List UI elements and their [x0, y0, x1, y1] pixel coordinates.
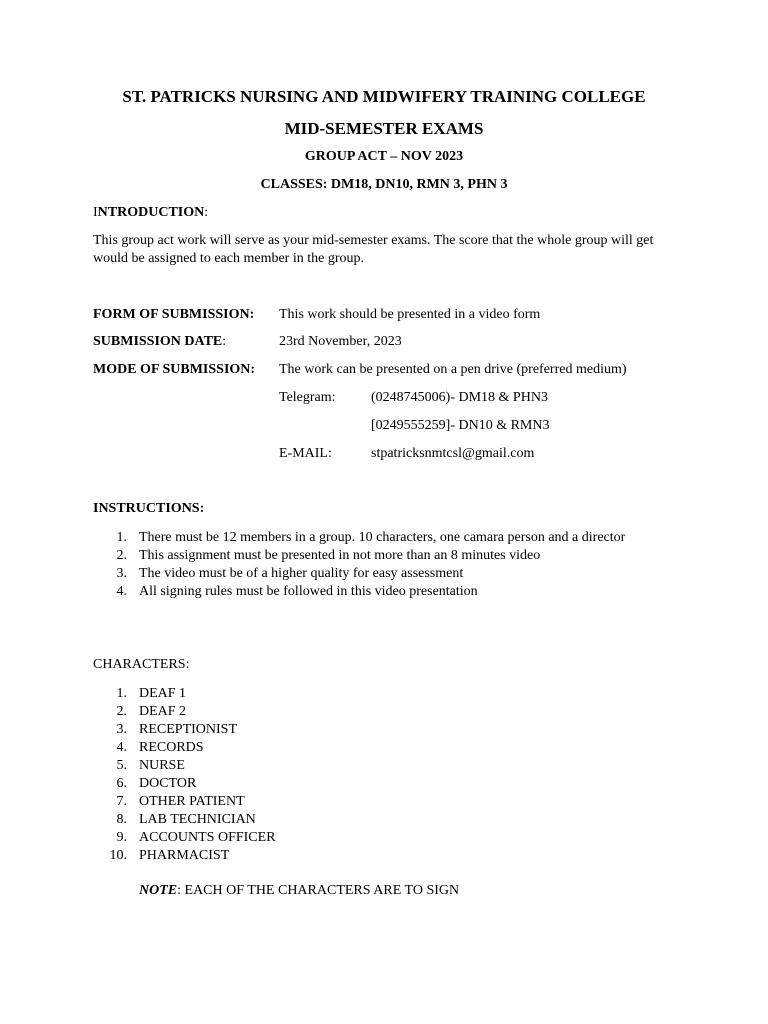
- list-item: [93, 811, 653, 829]
- list-item: [93, 847, 653, 865]
- list-item-number: 9.: [116, 830, 127, 845]
- list-item-text: DEAF 1: [139, 686, 187, 701]
- list-item-number: 4.: [116, 740, 127, 755]
- email-value: stpatricksnmtcsl@gmail.com: [371, 446, 535, 461]
- note-label: NOTE: [139, 883, 178, 898]
- introduction-heading-rest: NTRODUCTION: [97, 205, 205, 220]
- list-item-text: NURSE: [139, 758, 185, 773]
- list-item-number: 2.: [116, 704, 127, 719]
- list-item-number: 1.: [116, 686, 127, 701]
- introduction-text: This group act work will serve as your mid-semester exams. The score that the whole group will get would be assigned to each member in the group.: [93, 233, 654, 266]
- list-item-number: 2.: [116, 548, 127, 563]
- mode-of-submission-label: MODE OF SUBMISSION:: [93, 362, 256, 377]
- email-label: E-MAIL:: [279, 446, 332, 461]
- list-item-text: DOCTOR: [139, 776, 197, 791]
- list-item: [93, 547, 653, 565]
- telegram-label: Telegram:: [279, 390, 336, 405]
- college-title: ST. PATRICKS NURSING AND MIDWIFERY TRAINING COLLEGE: [122, 87, 646, 106]
- list-item: [93, 757, 653, 775]
- list-item: [93, 565, 653, 583]
- list-item-number: 10.: [109, 848, 127, 863]
- list-item-text: LAB TECHNICIAN: [139, 812, 256, 827]
- list-item-text: RECEPTIONIST: [139, 722, 237, 737]
- list-item-number: 6.: [116, 776, 127, 791]
- list-item-text: ACCOUNTS OFFICER: [139, 830, 276, 845]
- mode-of-submission-value: The work can be presented on a pen drive (preferred medium): [279, 362, 627, 377]
- instructions-list: [93, 529, 653, 601]
- list-item-text: There must be 12 members in a group. 10 characters, one camara person and a director: [139, 530, 626, 545]
- list-item-number: 5.: [116, 758, 127, 773]
- telegram-number-1: (0248745006)- DM18 & PHN3: [371, 390, 548, 405]
- list-item-number: 4.: [116, 584, 127, 599]
- list-item-text: OTHER PATIENT: [139, 794, 245, 809]
- list-item-text: All signing rules must be followed in this video presentation: [139, 584, 478, 599]
- exam-title: MID-SEMESTER EXAMS: [284, 119, 484, 138]
- classes-title: CLASSES: DM18, DN10, RMN 3, PHN 3: [260, 177, 508, 192]
- list-item: [93, 775, 653, 793]
- list-item-text: DEAF 2: [139, 704, 187, 719]
- form-of-submission-label: FORM OF SUBMISSION:: [93, 307, 255, 322]
- form-of-submission-value: This work should be presented in a video form: [279, 307, 541, 322]
- list-item: [93, 721, 653, 739]
- list-item: [93, 529, 653, 547]
- submission-date-label: SUBMISSION DATE:: [93, 334, 227, 349]
- characters-list: [93, 685, 653, 865]
- mode-of-submission-label-text: MODE OF SUBMISSION: [93, 362, 251, 377]
- list-item-number: 7.: [116, 794, 127, 809]
- introduction-heading: [93, 206, 208, 220]
- activity-title: GROUP ACT – NOV 2023: [304, 149, 464, 164]
- instructions-heading: INSTRUCTIONS:: [93, 501, 205, 516]
- submission-date-value: 23rd November, 2023: [279, 334, 402, 349]
- list-item-text: This assignment must be presented in not more than an 8 minutes video: [139, 548, 541, 563]
- list-item: [93, 829, 653, 847]
- list-item-text: The video must be of a higher quality for easy assessment: [139, 566, 464, 581]
- list-item-text: RECORDS: [139, 740, 204, 755]
- note: [139, 884, 459, 898]
- list-item-number: 8.: [116, 812, 127, 827]
- list-item-number: 1.: [116, 530, 127, 545]
- list-item-text: PHARMACIST: [139, 848, 230, 863]
- list-item-number: 3.: [116, 722, 127, 737]
- list-item: [93, 685, 653, 703]
- list-item: [93, 739, 653, 757]
- list-item-number: 3.: [116, 566, 127, 581]
- list-item: [93, 583, 653, 601]
- telegram-number-2: [0249555259]- DN10 & RMN3: [371, 418, 550, 433]
- introduction-heading-colon: :: [204, 205, 209, 220]
- form-of-submission-label-text: FORM OF SUBMISSION: [93, 307, 250, 322]
- note-text: : EACH OF THE CHARACTERS ARE TO SIGN: [177, 883, 460, 898]
- introduction-heading-prefix: I: [93, 205, 98, 220]
- characters-heading: CHARACTERS:: [93, 657, 190, 672]
- submission-date-label-text: SUBMISSION DATE: [93, 334, 223, 349]
- list-item: [93, 703, 653, 721]
- list-item: [93, 793, 653, 811]
